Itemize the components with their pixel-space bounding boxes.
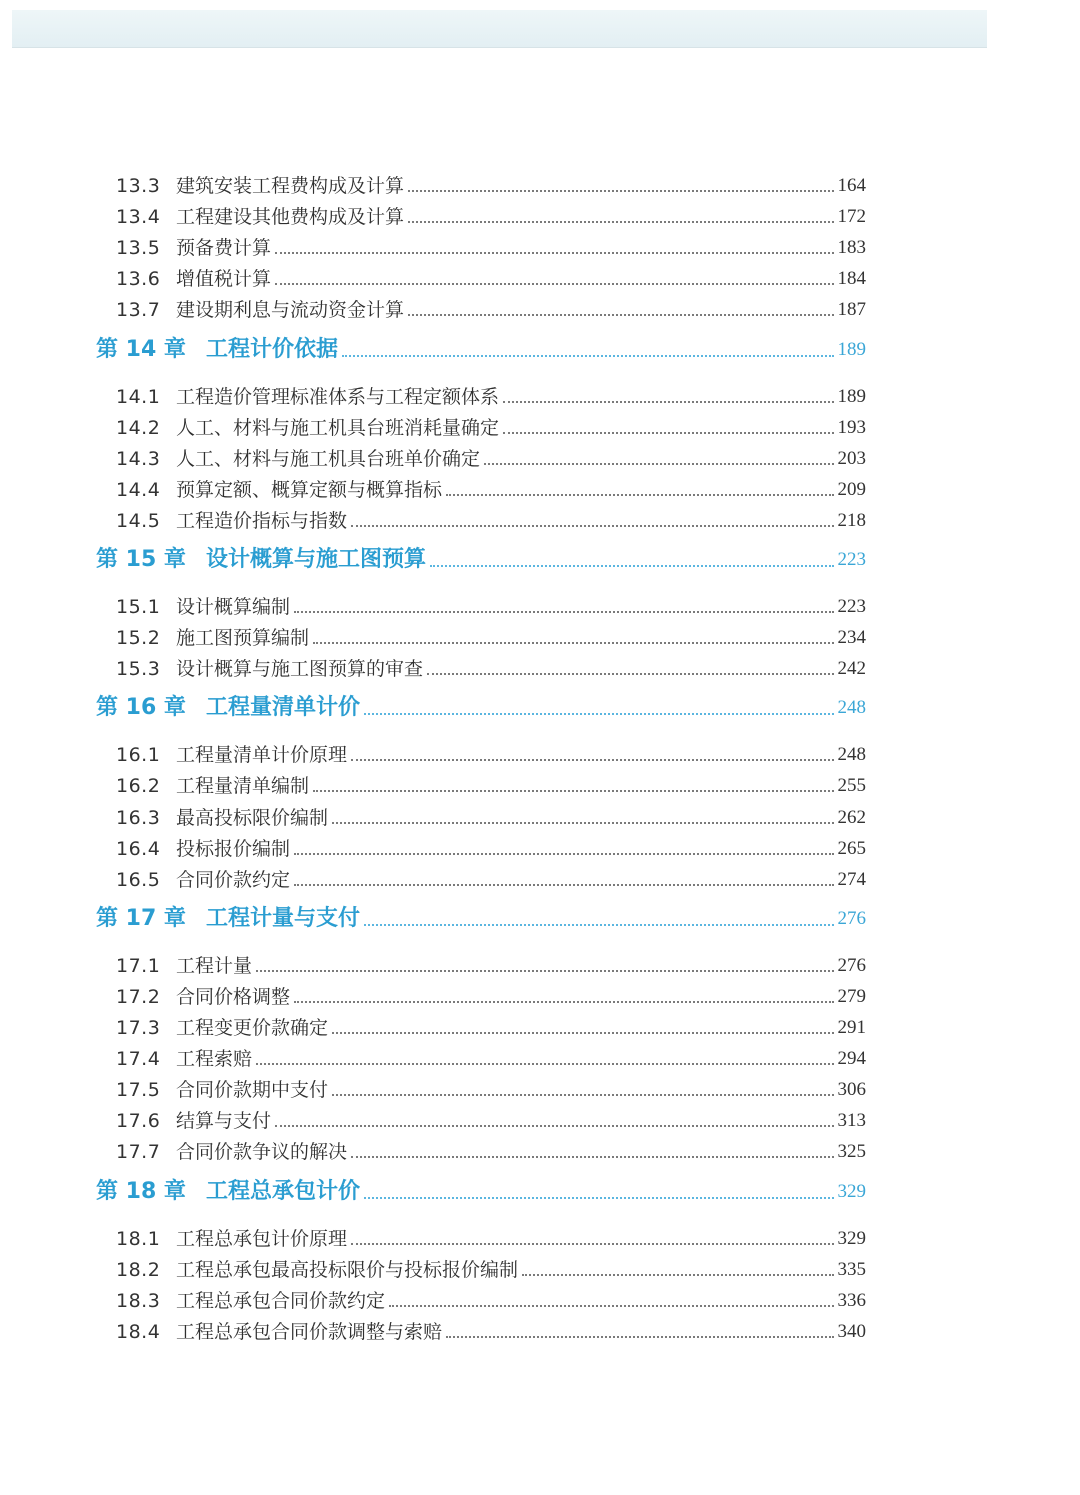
dot-leader bbox=[294, 611, 833, 613]
section-title: 工程索赔 bbox=[176, 1048, 253, 1071]
section-title: 工程造价指标与指数 bbox=[176, 509, 348, 532]
page-number: 203 bbox=[837, 447, 866, 469]
dot-leader bbox=[446, 494, 833, 496]
page-number: 279 bbox=[837, 985, 866, 1007]
section-title: 建设期利息与流动资金计算 bbox=[176, 299, 405, 322]
chapter-heading[interactable] bbox=[96, 693, 866, 723]
section-title: 增值税计算 bbox=[176, 268, 272, 291]
section-number: 13.5 bbox=[116, 237, 161, 260]
section-number: 17.5 bbox=[116, 1079, 161, 1102]
toc-entry[interactable] bbox=[116, 1257, 866, 1283]
chapter-heading[interactable] bbox=[96, 1177, 866, 1207]
page-number: 291 bbox=[837, 1017, 866, 1038]
page-number: 276 bbox=[837, 907, 866, 929]
section-title: 合同价款约定 bbox=[176, 868, 291, 891]
page-number: 335 bbox=[837, 1258, 866, 1280]
dot-leader bbox=[364, 1197, 833, 1199]
section-title: 施工图预算编制 bbox=[176, 627, 310, 650]
toc-entry[interactable] bbox=[116, 984, 866, 1010]
dot-leader bbox=[351, 525, 833, 527]
section-number: 13.6 bbox=[116, 268, 161, 291]
page-number: 248 bbox=[837, 744, 866, 766]
section-number: 17.6 bbox=[116, 1110, 161, 1133]
toc-entry[interactable] bbox=[116, 477, 866, 503]
section-number: 13.7 bbox=[116, 299, 161, 322]
toc-entry[interactable] bbox=[116, 625, 866, 651]
section-number: 17.2 bbox=[116, 985, 161, 1008]
page-number: 294 bbox=[837, 1048, 866, 1070]
page-number: 172 bbox=[837, 206, 866, 228]
dot-leader bbox=[294, 1001, 833, 1003]
dot-leader bbox=[332, 1032, 833, 1034]
section-title: 工程计量 bbox=[176, 954, 253, 977]
section-number: 16.2 bbox=[116, 775, 161, 798]
section-title: 工程建设其他费构成及计算 bbox=[176, 206, 405, 229]
toc-entry[interactable] bbox=[116, 953, 866, 979]
toc-entry[interactable] bbox=[116, 836, 866, 862]
chapter-heading[interactable] bbox=[96, 904, 866, 934]
section-number: 16.5 bbox=[116, 868, 161, 891]
section-number: 14.4 bbox=[116, 478, 161, 501]
dot-leader bbox=[522, 1274, 833, 1276]
dot-leader bbox=[313, 642, 833, 644]
dot-leader bbox=[294, 853, 833, 855]
section-number: 16.1 bbox=[116, 744, 161, 767]
section-title: 合同价款期中支付 bbox=[176, 1079, 329, 1102]
page-number: 336 bbox=[837, 1289, 866, 1311]
dot-leader bbox=[503, 432, 833, 434]
dot-leader bbox=[351, 759, 833, 761]
page-number: 313 bbox=[837, 1110, 866, 1132]
section-title: 结算与支付 bbox=[176, 1110, 272, 1133]
dot-leader bbox=[503, 401, 833, 403]
toc-entry[interactable] bbox=[116, 594, 866, 620]
page-number: 189 bbox=[837, 385, 866, 407]
section-title: 合同价款争议的解决 bbox=[176, 1141, 348, 1164]
section-title: 人工、材料与施工机具台班单价确定 bbox=[176, 447, 481, 470]
section-number: 14.3 bbox=[116, 447, 161, 470]
toc-entry[interactable] bbox=[116, 446, 866, 472]
section-title: 工程总承包合同价款调整与索赔 bbox=[176, 1320, 443, 1343]
page-number: 189 bbox=[837, 338, 866, 360]
toc-entry[interactable] bbox=[116, 1077, 866, 1103]
chapter-number: 第 16 章 bbox=[96, 695, 186, 721]
page-number: 184 bbox=[837, 268, 866, 290]
section-title: 设计概算与施工图预算的审查 bbox=[176, 658, 424, 681]
page-number: 234 bbox=[837, 627, 866, 649]
chapter-title: 工程量清单计价 bbox=[206, 695, 361, 721]
dot-leader bbox=[275, 1125, 833, 1127]
section-title: 建筑安装工程费构成及计算 bbox=[176, 175, 405, 197]
dot-leader bbox=[389, 1305, 833, 1307]
page-number: 262 bbox=[837, 806, 866, 828]
section-number: 17.4 bbox=[116, 1048, 161, 1071]
dot-leader bbox=[351, 1156, 833, 1158]
chapter-number: 第 15 章 bbox=[96, 547, 186, 572]
dot-leader bbox=[275, 283, 833, 285]
section-number: 18.3 bbox=[116, 1289, 161, 1312]
toc-entry[interactable] bbox=[116, 1015, 866, 1041]
toc-entry[interactable] bbox=[116, 508, 866, 534]
toc-entry[interactable] bbox=[116, 1108, 866, 1134]
page-number: 187 bbox=[837, 299, 866, 321]
chapter-number: 第 18 章 bbox=[96, 1178, 186, 1204]
dot-leader bbox=[256, 1063, 833, 1065]
toc-entry[interactable] bbox=[116, 1319, 866, 1345]
toc-entry[interactable] bbox=[116, 742, 866, 768]
dot-leader bbox=[342, 355, 833, 357]
page-number: 276 bbox=[837, 954, 866, 976]
toc-entry[interactable] bbox=[116, 173, 866, 199]
page-number: 255 bbox=[837, 775, 866, 797]
chapter-heading[interactable] bbox=[96, 545, 866, 575]
section-title: 设计概算编制 bbox=[176, 596, 291, 618]
dot-leader bbox=[408, 190, 833, 192]
toc-entry[interactable] bbox=[116, 1226, 866, 1252]
dot-leader bbox=[332, 822, 833, 824]
chapter-heading[interactable] bbox=[96, 335, 866, 365]
dot-leader bbox=[275, 252, 833, 254]
page-number: 306 bbox=[837, 1079, 866, 1101]
toc-entry[interactable] bbox=[116, 266, 866, 292]
toc-entry[interactable] bbox=[116, 656, 866, 682]
section-title: 工程变更价款确定 bbox=[176, 1017, 329, 1039]
section-title: 工程造价管理标准体系与工程定额体系 bbox=[176, 385, 500, 408]
chapter-number: 第 17 章 bbox=[96, 905, 186, 931]
toc-entry[interactable] bbox=[116, 204, 866, 230]
page-number: 164 bbox=[837, 175, 866, 196]
section-number: 17.3 bbox=[116, 1017, 161, 1039]
dot-leader bbox=[364, 924, 833, 926]
section-number: 14.1 bbox=[116, 385, 161, 408]
page-number: 329 bbox=[837, 1227, 866, 1249]
section-number: 17.7 bbox=[116, 1141, 161, 1164]
page-number: 274 bbox=[837, 868, 866, 890]
chapter-title: 工程计量与支付 bbox=[206, 905, 361, 931]
section-number: 15.3 bbox=[116, 658, 161, 681]
toc-entry[interactable] bbox=[116, 1139, 866, 1165]
toc-entry[interactable] bbox=[116, 805, 866, 831]
section-number: 13.3 bbox=[116, 175, 161, 197]
section-number: 13.4 bbox=[116, 206, 161, 229]
section-title: 工程量清单编制 bbox=[176, 775, 310, 798]
toc-entry[interactable] bbox=[116, 297, 866, 323]
section-number: 18.1 bbox=[116, 1227, 161, 1250]
dot-leader bbox=[256, 970, 833, 972]
section-title: 人工、材料与施工机具台班消耗量确定 bbox=[176, 416, 500, 439]
dot-leader bbox=[364, 713, 833, 715]
dot-leader bbox=[484, 463, 833, 465]
section-number: 17.1 bbox=[116, 954, 161, 977]
section-title: 工程总承包计价原理 bbox=[176, 1227, 348, 1250]
chapter-title: 工程总承包计价 bbox=[206, 1178, 361, 1204]
section-number: 15.1 bbox=[116, 596, 161, 618]
page-number: 325 bbox=[837, 1141, 866, 1163]
dot-leader bbox=[313, 790, 833, 792]
chapter-title: 设计概算与施工图预算 bbox=[206, 547, 427, 572]
page-number: 340 bbox=[837, 1320, 866, 1342]
page-number: 223 bbox=[837, 549, 866, 570]
toc-entry[interactable] bbox=[116, 1046, 866, 1072]
page-number: 193 bbox=[837, 416, 866, 438]
dot-leader bbox=[427, 673, 833, 675]
dot-leader bbox=[294, 884, 833, 886]
page-number: 248 bbox=[837, 697, 866, 719]
section-number: 18.2 bbox=[116, 1258, 161, 1281]
toc-entry[interactable] bbox=[116, 415, 866, 441]
section-title: 工程总承包合同价款约定 bbox=[176, 1289, 386, 1312]
page-number: 223 bbox=[837, 596, 866, 617]
toc-entry[interactable] bbox=[116, 773, 866, 799]
dot-leader bbox=[408, 221, 833, 223]
page-number: 329 bbox=[837, 1180, 866, 1202]
chapter-title: 工程计价依据 bbox=[206, 336, 339, 362]
section-number: 16.4 bbox=[116, 837, 161, 860]
toc-entry[interactable] bbox=[116, 384, 866, 410]
page-number: 209 bbox=[837, 478, 866, 500]
section-title: 预备费计算 bbox=[176, 237, 272, 260]
page-number: 218 bbox=[837, 509, 866, 531]
toc-entry[interactable] bbox=[116, 867, 866, 893]
page-number: 242 bbox=[837, 658, 866, 680]
dot-leader bbox=[430, 565, 833, 567]
section-title: 预算定额、概算定额与概算指标 bbox=[176, 478, 443, 501]
section-number: 16.3 bbox=[116, 806, 161, 829]
section-number: 14.5 bbox=[116, 509, 161, 532]
dot-leader bbox=[408, 314, 833, 316]
page-number: 265 bbox=[837, 837, 866, 859]
page-number: 183 bbox=[837, 237, 866, 259]
section-number: 15.2 bbox=[116, 627, 161, 650]
section-title: 工程量清单计价原理 bbox=[176, 744, 348, 767]
section-title: 工程总承包最高投标限价与投标报价编制 bbox=[176, 1258, 519, 1281]
chapter-number: 第 14 章 bbox=[96, 336, 186, 362]
dot-leader bbox=[446, 1336, 833, 1338]
section-title: 投标报价编制 bbox=[176, 837, 291, 860]
section-title: 最高投标限价编制 bbox=[176, 806, 329, 829]
toc-entry[interactable] bbox=[116, 1288, 866, 1314]
section-number: 18.4 bbox=[116, 1320, 161, 1343]
dot-leader bbox=[351, 1243, 833, 1245]
section-number: 14.2 bbox=[116, 416, 161, 439]
dot-leader bbox=[332, 1094, 833, 1096]
toc-entry[interactable] bbox=[116, 235, 866, 261]
section-title: 合同价格调整 bbox=[176, 985, 291, 1008]
